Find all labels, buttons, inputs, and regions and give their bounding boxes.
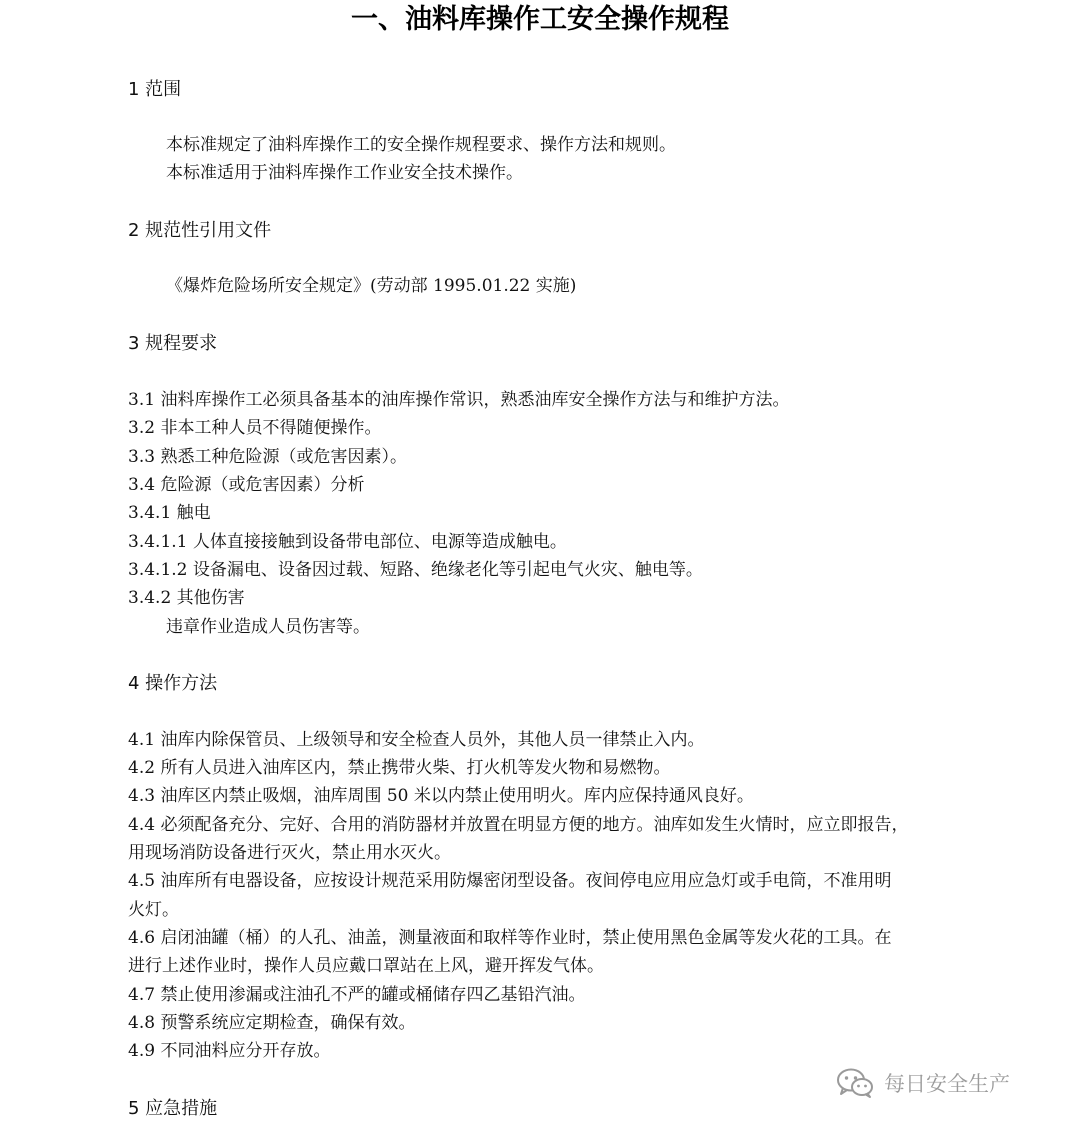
section-heading-methods: 4 操作方法 [128, 673, 218, 694]
paragraph-line: 4.1 油库内除保管员、上级领导和安全检查人员外，其他人员一律禁止入内。 [128, 730, 705, 750]
watermark-label: 每日安全生产 [884, 1072, 1010, 1096]
paragraph-line: 4.3 油库区内禁止吸烟，油库周围 50 米以内禁止使用明火。库内应保持通风良好。 [128, 786, 754, 806]
document-title: 一、油料库操作工安全操作规程 [351, 4, 729, 35]
section-heading-scope: 1 范围 [128, 79, 182, 100]
paragraph-line: 3.4.2 其他伤害 [128, 588, 245, 608]
paragraph-line: 4.8 预警系统应定期检查，确保有效。 [128, 1013, 416, 1033]
section-heading-references: 2 规范性引用文件 [128, 220, 272, 241]
section-heading-requirements: 3 规程要求 [128, 333, 218, 354]
paragraph-line: 火灯。 [128, 900, 179, 920]
paragraph-line: 4.6 启闭油罐（桶）的人孔、油盖，测量液面和取样等作业时，禁止使用黑色金属等发火花的工具。在 [128, 928, 892, 948]
wechat-icon [836, 1067, 874, 1099]
paragraph-line: 4.2 所有人员进入油库区内，禁止携带火柴、打火机等发火物和易燃物。 [128, 758, 671, 778]
paragraph-line: 本标准适用于油料库操作工作业安全技术操作。 [166, 163, 523, 183]
paragraph-line: 3.2 非本工种人员不得随便操作。 [128, 418, 382, 438]
paragraph-line: 3.1 油料库操作工必须具备基本的油库操作常识，熟悉油库安全操作方法与和维护方法。 [128, 390, 790, 410]
paragraph-line: 3.4.1.1 人体直接接触到设备带电部位、电源等造成触电。 [128, 532, 567, 552]
section-heading-emergency: 5 应急措施 [128, 1098, 218, 1119]
paragraph-line: 4.7 禁止使用渗漏或注油孔不严的罐或桶储存四乙基铅汽油。 [128, 985, 586, 1005]
paragraph-line: 用现场消防设备进行灭火，禁止用水灭火。 [128, 843, 451, 863]
paragraph-line: 3.4.1.2 设备漏电、设备因过载、短路、绝缘老化等引起电气火灾、触电等。 [128, 560, 703, 580]
paragraph-line: 4.9 不同油料应分开存放。 [128, 1041, 331, 1061]
paragraph-line: 4.5 油库所有电器设备，应按设计规范采用防爆密闭型设备。夜间停电应用应急灯或手电筒，不准用明 [128, 871, 892, 891]
paragraph-line: 3.4.1 触电 [128, 503, 211, 523]
paragraph-line: 4.4 必须配备充分、完好、合用的消防器材并放置在明显方便的地方。油库如发生火情时，应立即报告， [128, 815, 909, 835]
paragraph-line: 进行上述作业时，操作人员应戴口罩站在上风，避开挥发气体。 [128, 956, 604, 976]
paragraph-line: 违章作业造成人员伤害等。 [166, 617, 370, 637]
paragraph-line: 本标准规定了油料库操作工的安全操作规程要求、操作方法和规则。 [166, 135, 676, 155]
paragraph-line: 《爆炸危险场所安全规定》(劳动部 1995.01.22 实施) [166, 276, 577, 296]
paragraph-line: 3.4 危险源（或危害因素）分析 [128, 475, 365, 495]
watermark [836, 1066, 1010, 1100]
paragraph-line: 3.3 熟悉工种危险源（或危害因素）。 [128, 447, 407, 467]
